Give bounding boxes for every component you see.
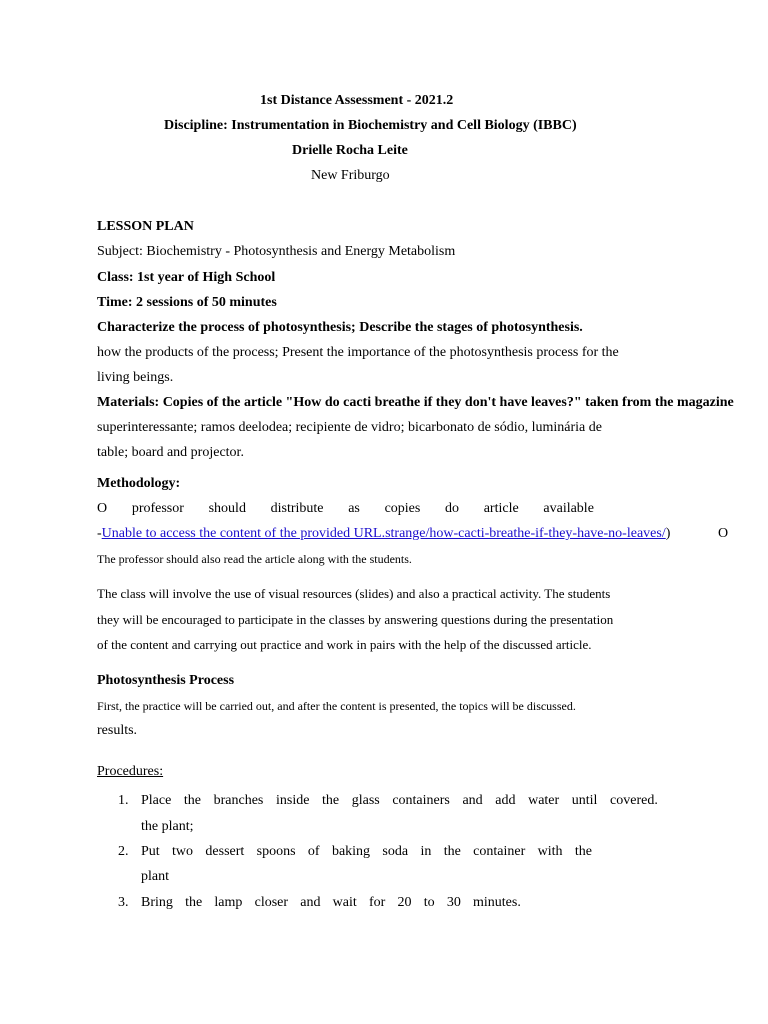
procedure-number: 1. — [118, 793, 129, 808]
methodology-para-2: they will be encouraged to participate in the classes by answering questions during the presentation — [97, 612, 614, 627]
author-name: Drielle Rocha Leite — [292, 143, 408, 158]
lesson-materials: Materials: Copies of the article "How do cacti breathe if they don't have leaves?" taken from the magazine — [97, 395, 734, 410]
link-prefix: - — [97, 526, 102, 541]
word: distribute — [270, 501, 324, 516]
methodology-para-3: of the content and carrying out practice and work in pairs with the help of the discussed article. — [97, 637, 592, 652]
procedure-item-2-cont: plant — [141, 869, 169, 884]
methodology-link-line — [97, 525, 670, 543]
trailing-o: O — [718, 526, 729, 541]
procedure-number: 2. — [118, 844, 129, 859]
methodology-para-1: The class will involve the use of visual resources (slides) and also a practical activity. The students — [97, 586, 611, 601]
methodology-line1 — [97, 500, 594, 518]
assessment-title: 1st Distance Assessment - 2021.2 — [260, 93, 454, 108]
lesson-objectives-line3: living beings. — [97, 370, 174, 385]
procedure-item-1: Place the branches inside the glass containers and add water until covered. — [141, 793, 658, 808]
lesson-materials-line2: superinteressante; ramos deelodea; recipiente de vidro; bicarbonato de sódio, luminária de — [97, 420, 602, 435]
word: copies — [384, 501, 421, 516]
lesson-objectives-line2: how the products of the process; Present the importance of the photosynthesis process for the — [97, 345, 619, 360]
word: professor — [131, 501, 184, 516]
procedure-item-2: Put two dessert spoons of baking soda in the container with the — [141, 844, 592, 859]
methodology-heading: Methodology: — [97, 476, 181, 491]
procedure-item-1-cont: the plant; — [141, 819, 194, 834]
lesson-plan-heading: LESSON PLAN — [97, 219, 194, 234]
word: as — [348, 501, 360, 516]
lesson-class: Class: 1st year of High School — [97, 270, 276, 285]
procedure-number: 3. — [118, 895, 129, 910]
lesson-subject: Subject: Biochemistry - Photosynthesis and Energy Metabolism — [97, 244, 456, 259]
procedure-item-3: Bring the lamp closer and wait for 20 to 30 minutes. — [141, 895, 521, 910]
article-link[interactable]: Unable to access the content of the provided URL.strange/how-cacti-breathe-if-they-have-no-leaves/ — [101, 526, 666, 541]
word: should — [208, 501, 246, 516]
lesson-materials-line3: table; board and projector. — [97, 445, 244, 460]
photosynthesis-heading: Photosynthesis Process — [97, 673, 235, 688]
photosynthesis-line2: results. — [97, 723, 138, 738]
word: available — [543, 501, 594, 516]
location: New Friburgo — [311, 168, 390, 183]
lesson-objectives: Characterize the process of photosynthesis; Describe the stages of photosynthesis. — [97, 320, 583, 335]
word: O — [97, 501, 108, 516]
methodology-line3: The professor should also read the article along with the students. — [97, 552, 412, 566]
discipline-title: Discipline: Instrumentation in Biochemistry and Cell Biology (IBBC) — [164, 118, 577, 133]
word: article — [483, 501, 519, 516]
lesson-time: Time: 2 sessions of 50 minutes — [97, 295, 277, 310]
procedures-heading: Procedures: — [97, 764, 164, 779]
photosynthesis-line1: First, the practice will be carried out, and after the content is presented, the topics will be discussed. — [97, 699, 576, 713]
link-suffix: ) — [665, 526, 671, 541]
word: do — [445, 501, 460, 516]
